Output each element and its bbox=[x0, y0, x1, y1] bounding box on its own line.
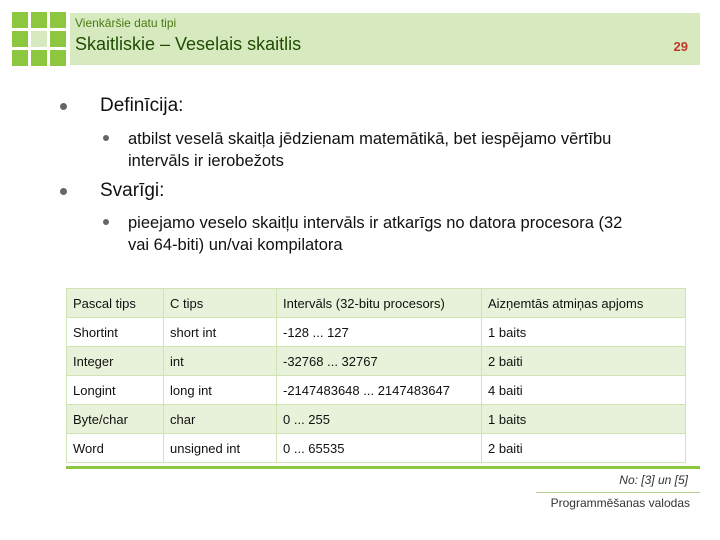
table-cell: Byte/char bbox=[67, 405, 164, 434]
table-cell: 0 ... 255 bbox=[277, 405, 482, 434]
table-cell: 1 baits bbox=[482, 318, 686, 347]
table-row bbox=[67, 318, 686, 347]
important-line-2: vai 64-biti) un/vai kompilatora bbox=[128, 236, 343, 254]
course-name: Programmēšanas valodas bbox=[550, 496, 690, 510]
table-cell: 1 baits bbox=[482, 405, 686, 434]
bullet-dot bbox=[60, 188, 67, 195]
definition-line-2: intervāls ir ierobežots bbox=[128, 152, 284, 170]
header-c-type: C tips bbox=[164, 289, 277, 318]
header-range: Intervāls (32-bitu procesors) bbox=[277, 289, 482, 318]
logo-grid bbox=[12, 12, 66, 66]
course-divider bbox=[536, 492, 700, 493]
table-row bbox=[67, 376, 686, 405]
table-header-row bbox=[67, 289, 686, 318]
definition-text bbox=[128, 128, 688, 172]
table-cell: -2147483648 ... 2147483647 bbox=[277, 376, 482, 405]
table-cell: -32768 ... 32767 bbox=[277, 347, 482, 376]
important-text bbox=[128, 212, 688, 256]
footer-divider bbox=[66, 466, 700, 469]
bullet-definition: Definīcija: bbox=[100, 95, 184, 116]
table-cell: Integer bbox=[67, 347, 164, 376]
table-cell: short int bbox=[164, 318, 277, 347]
sub-bullet-dot bbox=[103, 219, 109, 225]
header-pascal-type: Pascal tips bbox=[67, 289, 164, 318]
table-row bbox=[67, 347, 686, 376]
definition-line-1: atbilst veselā skaitļa jēdzienam matemātikā, bet iespējamo vērtību bbox=[128, 130, 612, 148]
header-memory-size: Aizņemtās atmiņas apjoms bbox=[482, 289, 686, 318]
table-cell: 2 baiti bbox=[482, 434, 686, 463]
bullet-important: Svarīgi: bbox=[100, 180, 165, 201]
table-cell: Word bbox=[67, 434, 164, 463]
table-cell: 2 baiti bbox=[482, 347, 686, 376]
page-number: 29 bbox=[673, 39, 688, 54]
slide-subtitle: Vienkāršie datu tipi bbox=[75, 16, 177, 30]
table-cell: char bbox=[164, 405, 277, 434]
table-row bbox=[67, 434, 686, 463]
sub-bullet-dot bbox=[103, 135, 109, 141]
table-cell: 0 ... 65535 bbox=[277, 434, 482, 463]
table-row bbox=[67, 405, 686, 434]
slide-header bbox=[70, 13, 700, 65]
source-reference: No: [3] un [5] bbox=[619, 473, 688, 487]
integer-types-table bbox=[66, 288, 686, 463]
table-cell: Shortint bbox=[67, 318, 164, 347]
important-line-1: pieejamo veselo skaitļu intervāls ir atkarīgs no datora procesora (32 bbox=[128, 214, 623, 232]
table-cell: long int bbox=[164, 376, 277, 405]
table-cell: unsigned int bbox=[164, 434, 277, 463]
table-cell: 4 baiti bbox=[482, 376, 686, 405]
bullet-dot bbox=[60, 103, 67, 110]
table-cell: int bbox=[164, 347, 277, 376]
slide-title: Skaitliskie – Veselais skaitlis bbox=[75, 34, 302, 54]
table-cell: Longint bbox=[67, 376, 164, 405]
table-cell: -128 ... 127 bbox=[277, 318, 482, 347]
